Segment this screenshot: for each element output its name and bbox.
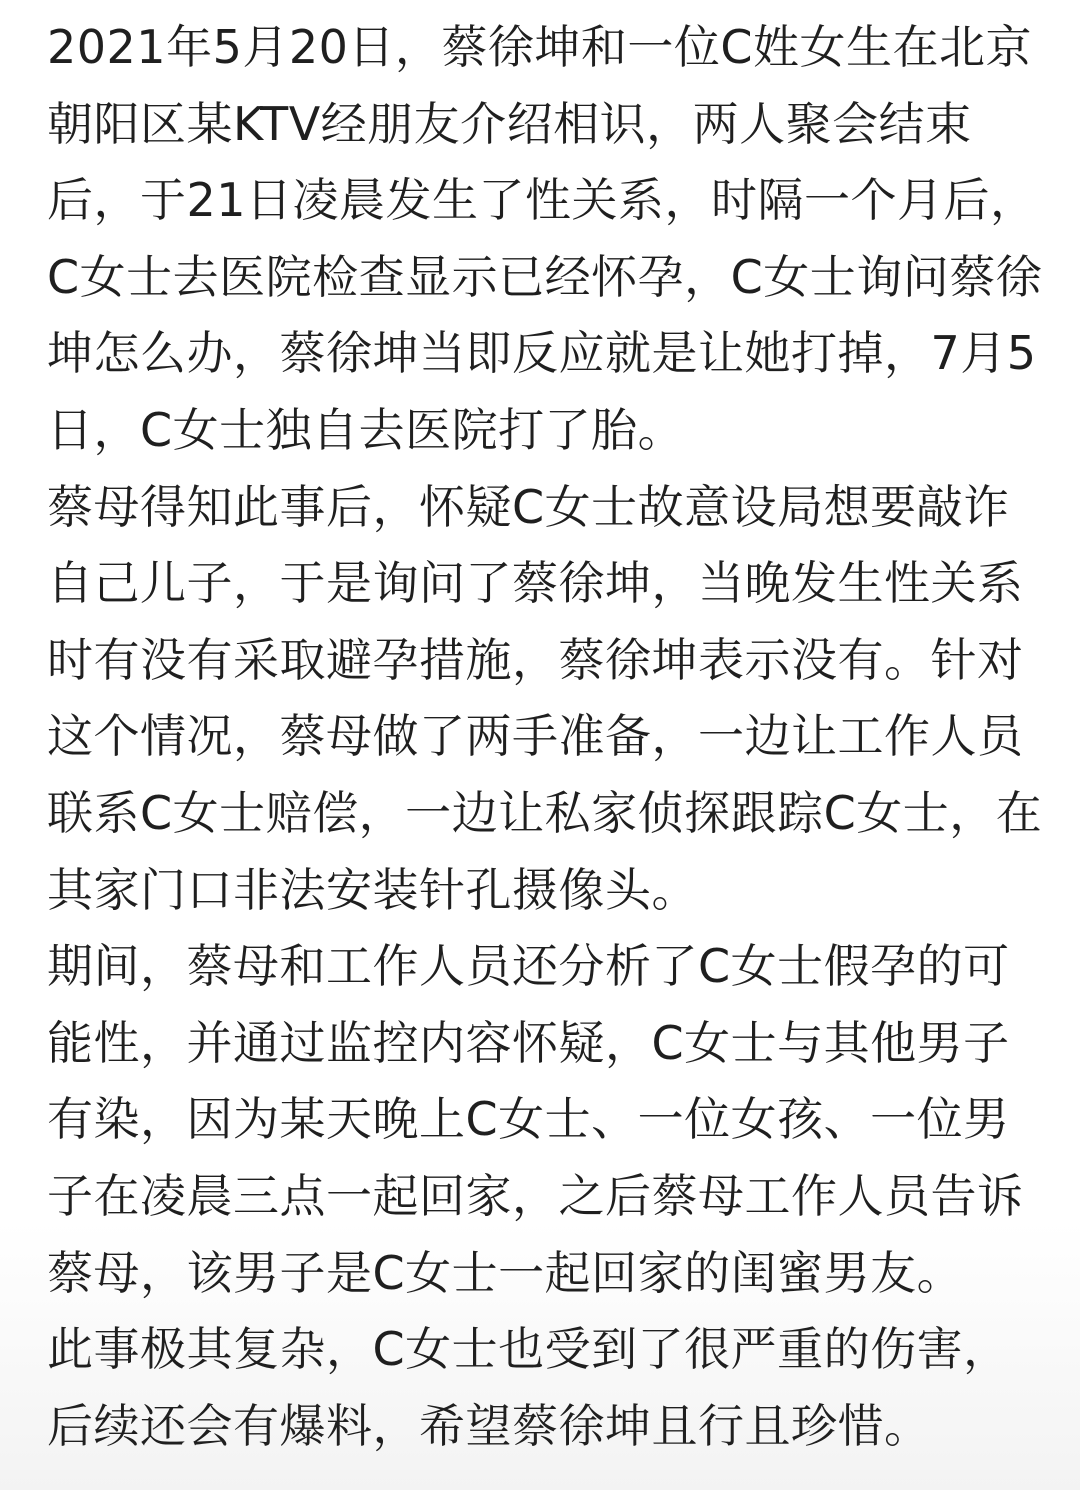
text-line: 2021年5月20日，蔡徐坤和一位C姓女生在北京: [47, 20, 1032, 74]
paragraph-1: [47, 9, 1047, 469]
text-line: 朝阳区某KTV经朋友介绍相识，两人聚会结束: [47, 96, 972, 151]
paragraph-4: [47, 1311, 1047, 1464]
text-line: 自己儿子，于是询问了蔡徐坤，当晚发生性关系: [47, 556, 1024, 611]
text-line: 其家门口非法安装针孔摄像头。: [47, 862, 698, 917]
text-line: 后续还会有爆料，希望蔡徐坤且行且珍惜。: [47, 1398, 931, 1453]
text-line: 有染，因为某天晚上C女士、一位女孩、一位男: [47, 1092, 1010, 1147]
text-line: 能性，并通过监控内容怀疑，C女士与其他男子: [47, 1015, 1010, 1070]
text-line: C女士去医院检查显示已经怀孕，C女士询问蔡徐: [47, 249, 1043, 304]
text-line: 蔡母，该男子是C女士一起回家的闺蜜男友。: [47, 1245, 964, 1300]
text-line: 日，C女士独自去医院打了胎。: [47, 402, 685, 457]
text-line: 坤怎么办，蔡徐坤当即反应就是让她打掉，7月5: [47, 326, 1037, 381]
text-line: 这个情况，蔡母做了两手准备，一边让工作人员: [47, 709, 1024, 764]
text-line: 子在凌晨三点一起回家，之后蔡母工作人员告诉: [47, 1168, 1024, 1223]
text-line: 蔡母得知此事后，怀疑C女士故意设局想要敲诈: [47, 479, 1010, 534]
paragraph-2: [47, 469, 1047, 929]
text-line: 期间，蔡母和工作人员还分析了C女士假孕的可: [47, 939, 1010, 994]
article-body: [47, 9, 1047, 1464]
paragraph-3: [47, 928, 1047, 1311]
text-line: 后，于21日凌晨发生了性关系，时隔一个月后，: [47, 173, 1037, 228]
text-line: 时有没有采取避孕措施，蔡徐坤表示没有。针对: [47, 632, 1024, 687]
text-line: 此事极其复杂，C女士也受到了很严重的伤害，: [47, 1322, 1010, 1377]
text-line: 联系C女士赔偿，一边让私家侦探跟踪C女士，在: [47, 785, 1043, 840]
